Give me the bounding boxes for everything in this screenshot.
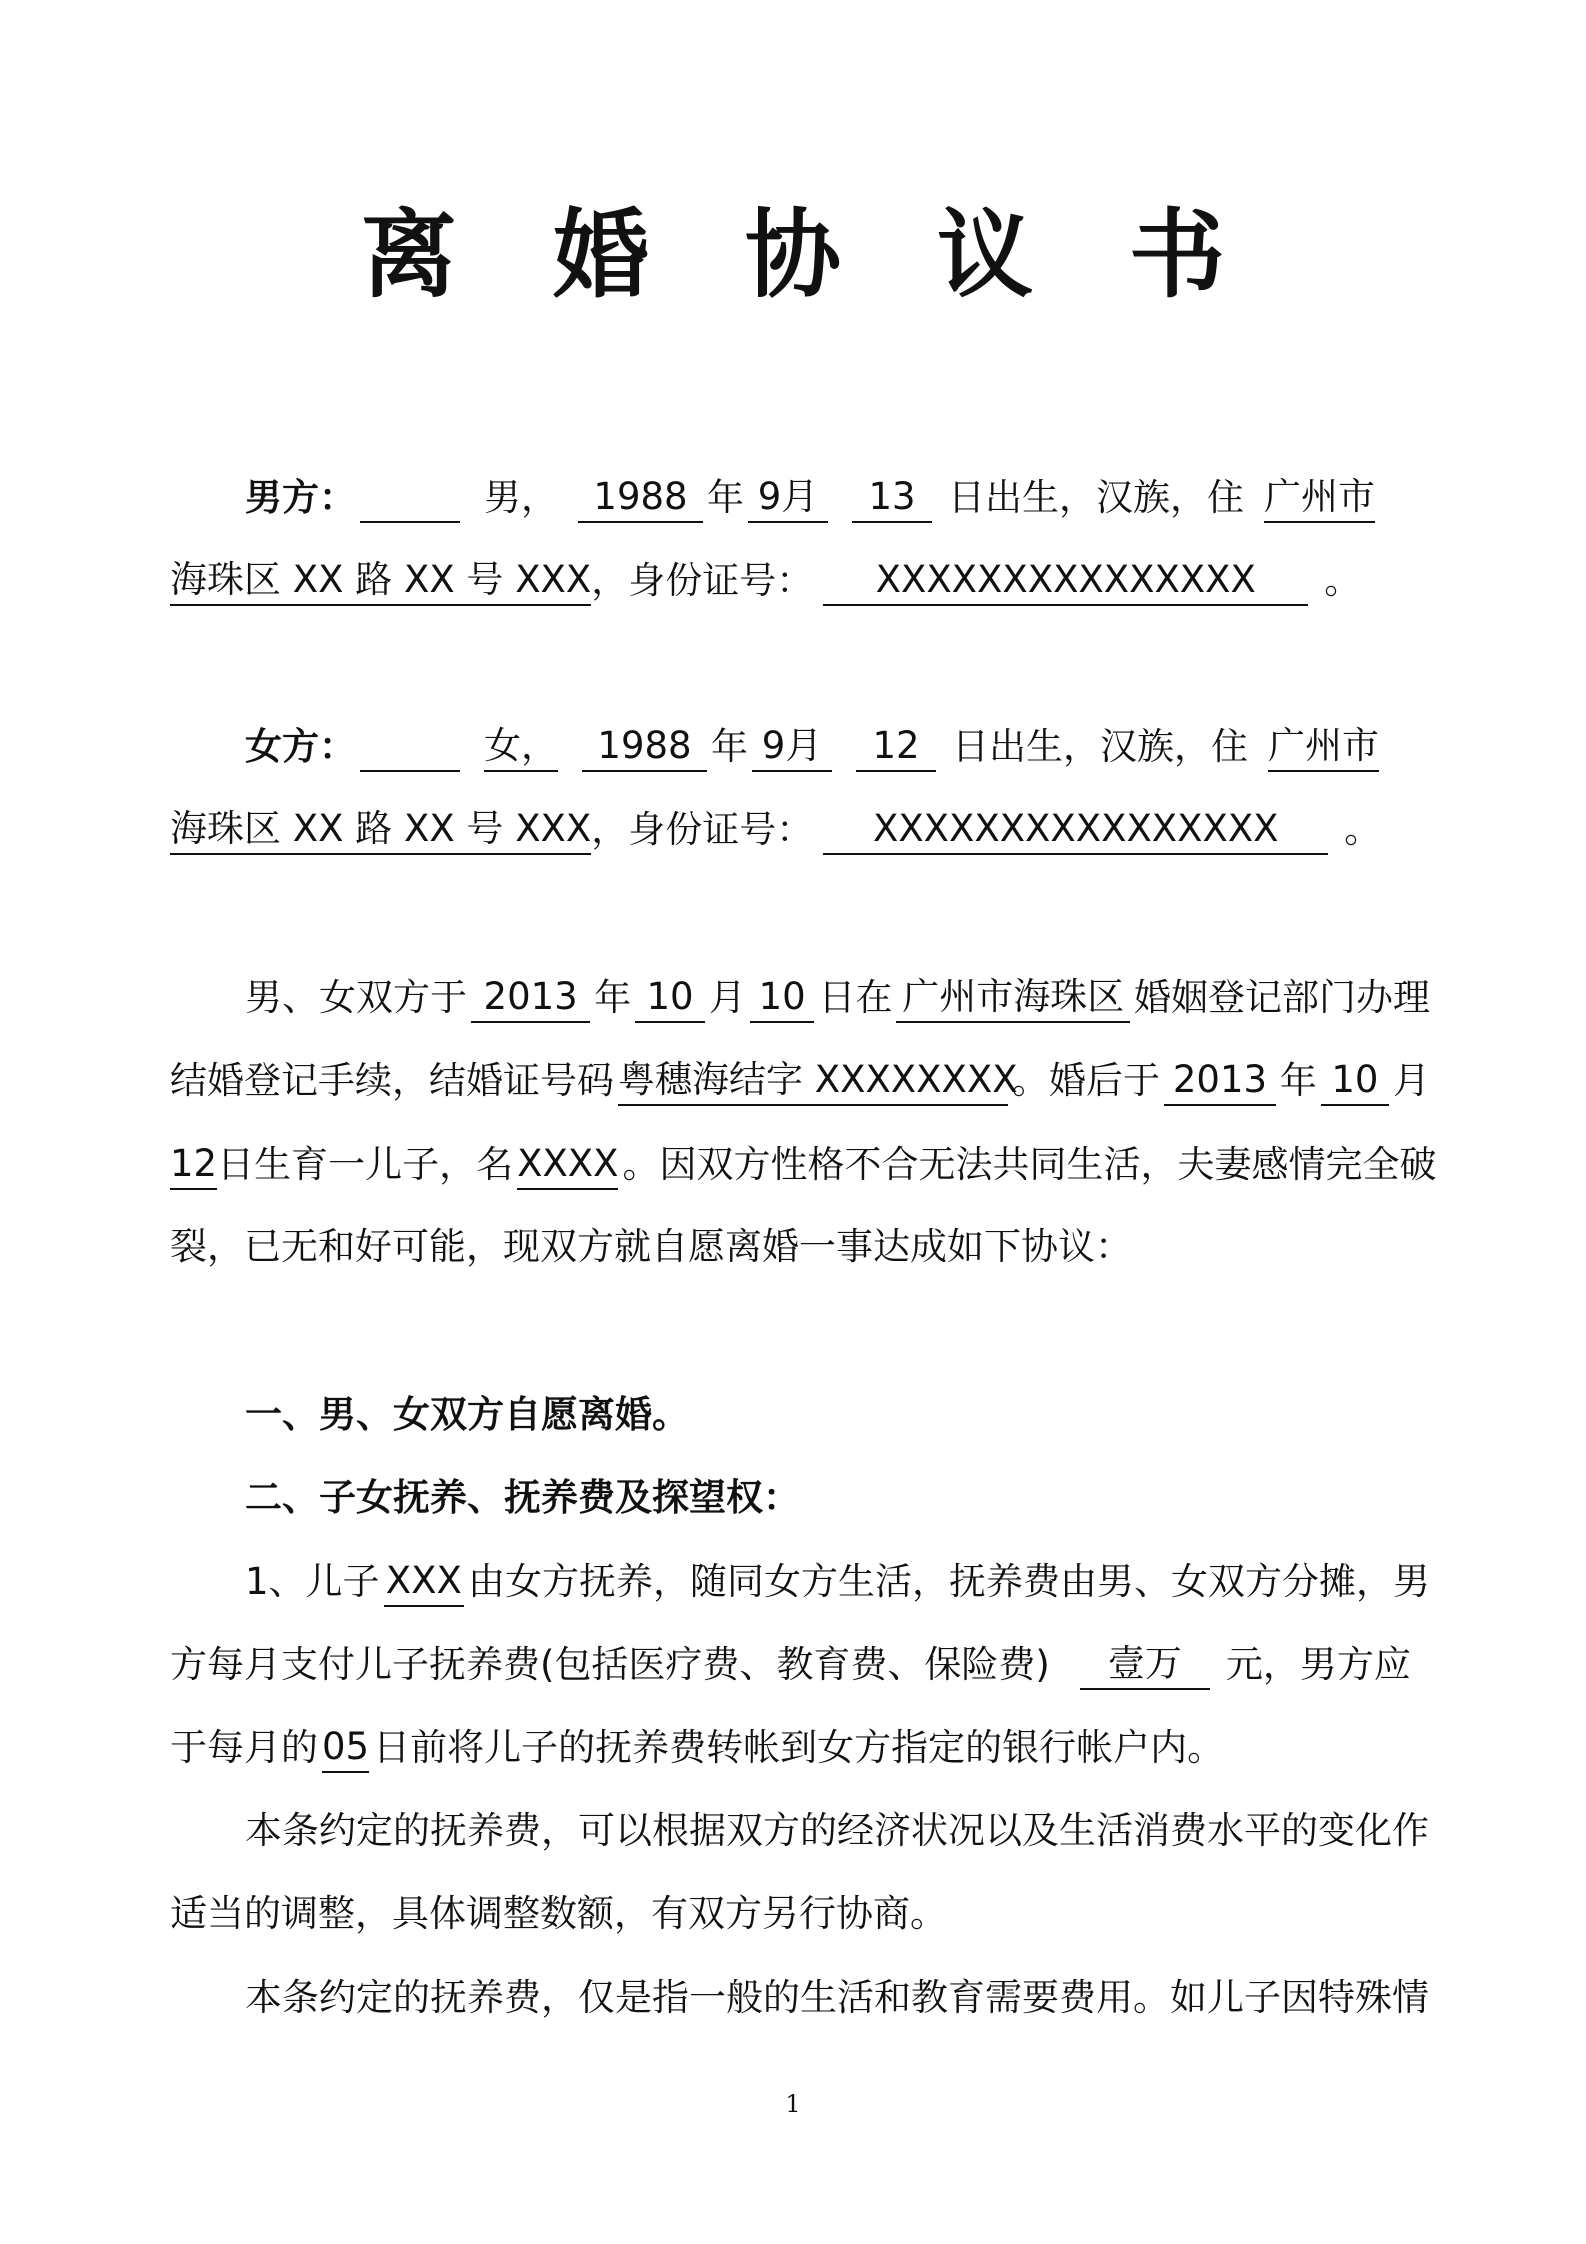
female-id-label: ，身份证号： — [591, 808, 814, 851]
male-gender: 男， — [484, 476, 558, 519]
custody-text-f: 日前将儿子的抚养费转帐到女方指定的银行帐户内。 — [373, 1726, 1225, 1769]
marriage-text-e: 。因双方性格不合无法共同生活，夫妻感情完全破 — [622, 1143, 1437, 1186]
support-amount: 壹万 — [1080, 1640, 1210, 1690]
section-1-heading — [170, 1390, 1430, 1440]
registration-year-suffix: 年 — [594, 976, 632, 1019]
adjustment-line-1 — [170, 1806, 1430, 1856]
female-name-blank — [360, 770, 460, 772]
male-address-part1: 广州市 — [1264, 473, 1375, 523]
document-title: 离婚协议书 — [361, 199, 1321, 311]
female-gender: 女， — [484, 722, 558, 772]
male-line-1 — [170, 473, 1430, 523]
female-birth-year: 1988 — [582, 722, 707, 772]
marriage-text-c: 。婚后于 — [1012, 1059, 1160, 1102]
payment-day: 05 — [322, 1723, 369, 1773]
registration-office: 婚姻登记部门办理 — [1134, 976, 1431, 1019]
custody-text-c: 方每月支付儿子抚养费(包括医疗费、教育费、保险费) — [170, 1643, 1050, 1686]
adjustment-text-1: 本条约定的抚养费，可以根据双方的经济状况以及生活消费水平的变化作 — [245, 1809, 1429, 1852]
marriage-text-d: 日生育一儿子，名 — [217, 1143, 514, 1186]
female-end: 。 — [1344, 808, 1382, 851]
male-name-blank — [360, 521, 460, 523]
registration-day-suffix: 日在 — [818, 976, 893, 1019]
female-id-number: XXXXXXXXXXXXXXXX — [823, 805, 1328, 855]
marriage-line-3 — [170, 1140, 1437, 1190]
female-address-part2: 海珠区 XX 路 XX 号 XXX — [170, 805, 591, 855]
marriage-line-2 — [170, 1056, 1430, 1106]
registration-place: 广州市海珠区 — [896, 973, 1130, 1023]
section-2-heading — [170, 1473, 1430, 1523]
marriage-line-1 — [170, 973, 1430, 1023]
marriage-line-4 — [170, 1222, 1430, 1272]
female-year-suffix: 年 — [711, 725, 748, 768]
female-label: 女方： — [245, 725, 356, 768]
male-birth-day: 13 — [852, 473, 932, 523]
son-birth-day: 12 — [170, 1140, 217, 1190]
female-birth-month: 9月 — [752, 722, 832, 772]
male-born-text: 日出生，汉族，住 — [948, 476, 1244, 519]
female-birth-day: 12 — [856, 722, 936, 772]
page-number: 1 — [785, 2090, 801, 2118]
adjustment-text-2: 适当的调整，具体调整数额，有双方另行协商。 — [170, 1892, 947, 1935]
female-line-1 — [170, 722, 1430, 772]
marriage-text-f: 裂，已无和好可能，现双方就自愿离婚一事达成如下协议： — [170, 1225, 1132, 1268]
special-case-line — [170, 1973, 1430, 2023]
son-name: XXXX — [517, 1140, 618, 1190]
custody-line-3 — [170, 1723, 1430, 1773]
custody-text-b: 由女方抚养，随同女方生活，抚养费由男、女双方分摊，男 — [468, 1560, 1430, 1603]
section-2-text: 二、子女抚养、抚养费及探望权： — [245, 1476, 800, 1519]
son-birth-year-suffix: 年 — [1279, 1059, 1317, 1102]
son-birth-month: 10 — [1321, 1056, 1389, 1106]
male-line-2 — [170, 556, 1430, 606]
registration-day: 10 — [750, 973, 815, 1023]
registration-month: 10 — [635, 973, 705, 1023]
male-id-label: ，身份证号： — [591, 559, 814, 602]
marriage-text-b: 结婚登记手续，结婚证号码 — [170, 1059, 614, 1102]
custody-line-1 — [170, 1557, 1430, 1607]
male-year-suffix: 年 — [707, 476, 744, 519]
female-line-2 — [170, 805, 1430, 855]
male-id-number: XXXXXXXXXXXXXXX — [823, 556, 1308, 606]
custody-son-name: XXX — [384, 1557, 464, 1607]
son-birth-year: 2013 — [1164, 1056, 1276, 1106]
son-birth-month-suffix: 月 — [1393, 1059, 1430, 1102]
marriage-text-a: 男、女双方于 — [245, 976, 467, 1019]
male-address-part2: 海珠区 XX 路 XX 号 XXX — [170, 556, 591, 606]
female-born-text: 日出生，汉族，住 — [952, 725, 1248, 768]
custody-text-a: 1、儿子 — [245, 1560, 380, 1603]
female-address-part1: 广州市 — [1268, 722, 1379, 772]
male-birth-month: 9月 — [748, 473, 828, 523]
male-birth-year: 1988 — [578, 473, 703, 523]
registration-year: 2013 — [471, 973, 590, 1023]
special-case-text: 本条约定的抚养费，仅是指一般的生活和教育需要费用。如儿子因特殊情 — [245, 1976, 1429, 2019]
male-end: 。 — [1324, 559, 1362, 602]
custody-line-2 — [170, 1640, 1430, 1690]
custody-text-e: 于每月的 — [170, 1726, 318, 1769]
marriage-certificate-number: 粤穗海结字 XXXXXXXX — [618, 1056, 1008, 1106]
custody-text-d: 元，男方应 — [1225, 1643, 1411, 1686]
adjustment-line-2 — [170, 1889, 1430, 1939]
male-label: 男方： — [245, 476, 356, 519]
registration-month-suffix: 月 — [708, 976, 746, 1019]
section-1-text: 一、男、女双方自愿离婚。 — [245, 1393, 689, 1436]
